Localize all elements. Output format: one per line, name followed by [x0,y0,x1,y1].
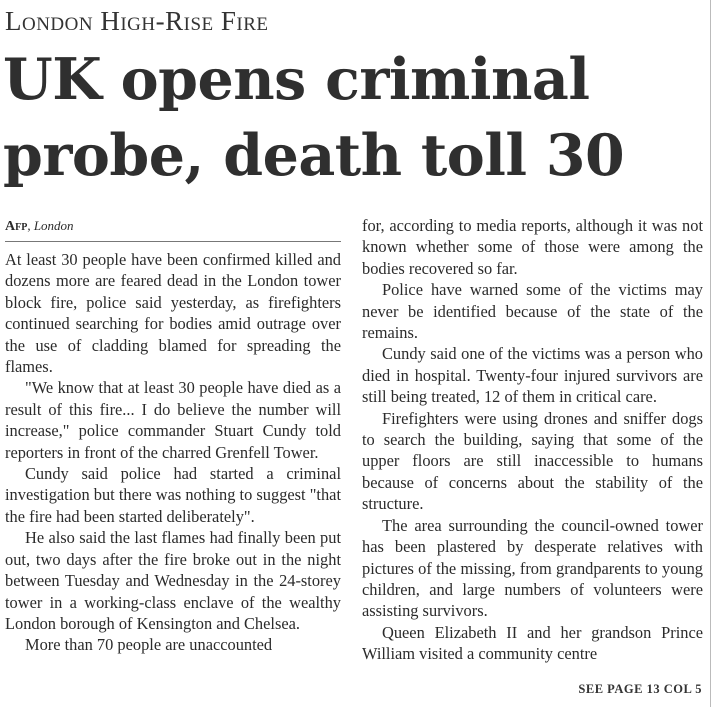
paragraph: for, according to media reports, although it was not known whether some of those were among the bodies recovered so far. [362,216,703,278]
byline-place: London [33,218,74,233]
article-column-1 [5,249,341,656]
paragraph: Cundy said one of the victims was a person who died in hospital. Twenty-four injured survivors are still being treated, 12 of them in critical care. [362,344,703,407]
section-kicker: London High-Rise Fire [5,6,269,36]
headline-line-2: probe, death toll 30 [3,122,625,189]
byline-agency: Afp [5,219,28,234]
paragraph: Firefighters were using drones and sniffer dogs to search the building, saying that some of the upper floors are still inaccessible to humans because of concerns about the stability of the structure. [362,408,703,514]
paragraph: Cundy said police had started a criminal investigation but there was nothing to suggest "that the fire had been started deliberately". [5,464,341,526]
paragraph: Queen Elizabeth II and her grandson Prince William visited a community centre [362,622,703,664]
paragraph: The area surrounding the council-owned tower has been plastered by desperate relatives with pictures of the missing, from grandparents to young children, and large numbers of volunteers were assisting survivors. [362,515,703,621]
continuation-note: SEE PAGE 13 COL 5 [578,682,702,696]
paragraph: At least 30 people have been confirmed killed and dozens more are feared dead in the London tower block fire, police said yesterday, as firefighters continued searching for bodies amid outrage over the use of cladding blamed for spreading the flames. [5,250,341,377]
article-column-2 [362,215,703,665]
paragraph: More than 70 people are unaccounted [25,635,273,655]
byline: Afp, London [5,218,341,242]
paragraph: "We know that at least 30 people have died as a result of this fire... I do believe the number will increase," police commander Stuart Cundy told reporters in front of the charred Grenfell Tower. [5,378,341,462]
paragraph: Police have warned some of the victims may never be identified because of the state of the remains. [362,280,703,343]
paragraph: He also said the last flames had finally been put out, two days after the fire broke out in the night between Tuesday and Wednesday in the 24-storey tower in a working-class enclave of the wealthy London borough of Kensington and Chelsea. [5,528,341,633]
headline-line-1: UK opens criminal [3,46,590,113]
page-edge-rule [710,0,711,707]
headline [3,42,715,194]
